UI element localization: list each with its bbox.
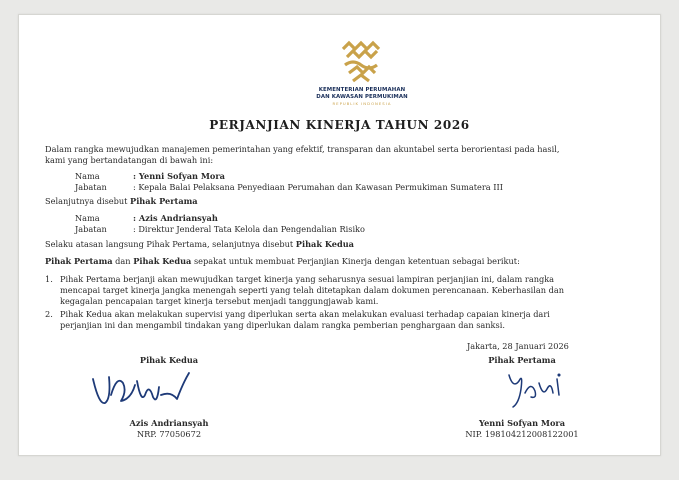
party1-ref-name: Pihak Pertama: [130, 196, 198, 206]
party2-position-label: Jabatan: [75, 224, 107, 234]
party1-position-value: : Kepala Balai Pelaksana Penyediaan Perumahan dan Kawasan Permukiman Sumatera III: [133, 182, 503, 192]
item-2-line-2: perjanjian ini dan mengambil tindakan yang diperlukan dalam rangka pemberian penghargaan dan sanksi.: [60, 320, 505, 330]
item-1-line-2: mencapai target kinerja jangka menengah seperti yang telah ditetapkan dalam dokumen perencanaan. Keberhasilan dan: [60, 285, 565, 295]
party1-name-value: : Yenni Sofyan Mora: [133, 171, 225, 181]
ministry-logo: [307, 39, 417, 106]
sign-right-nip: NIP. 198104212008122001: [465, 429, 579, 439]
item-1-line-3: kegagalan pencapaian target kinerja tersebut menjadi tanggungjawab kami.: [60, 296, 379, 306]
agreement-p1: Pihak Pertama: [45, 256, 113, 266]
ministry-emblem-icon: [339, 39, 385, 87]
sign-left-role: Pihak Kedua: [139, 355, 199, 365]
party2-ref-name: Pihak Kedua: [295, 239, 354, 249]
sign-left-nip: NRP. 77050672: [136, 429, 202, 439]
item-1-line-1: Pihak Pertama berjanji akan mewujudkan target kinerja yang seharusnya sesuai lampiran perjanjian ini, dalam rangka: [60, 274, 555, 284]
party1-position-label: Jabatan: [75, 182, 107, 192]
signature-right-icon: [503, 367, 569, 411]
logo-text-line1: KEMENTERIAN PERUMAHAN: [318, 87, 406, 93]
party2-ref-prefix: Selaku atasan langsung Pihak Pertama, selanjutnya disebut: [45, 239, 296, 249]
document-page: [18, 14, 661, 456]
intro-line-1: Dalam rangka mewujudkan manajemen pemerintahan yang efektif, transparan dan akuntabel serta berorientasi pada hasil,: [45, 144, 560, 154]
signature-left-icon: [87, 365, 197, 413]
item-2-line-1: Pihak Kedua akan melakukan supervisi yang diperlukan serta akan melakukan evaluasi terhadap capaian kinerja dari: [60, 309, 550, 319]
agreement-rest: sepakat untuk membuat Perjanjian Kinerja dengan ketentuan sebagai berikut:: [191, 256, 520, 266]
party2-name-label: Nama: [75, 213, 100, 223]
sign-left-name: Azis Andriansyah: [129, 418, 209, 428]
agreement-statement: [45, 256, 520, 267]
document-title: PERJANJIAN KINERJA TAHUN 2026: [209, 118, 470, 132]
party1-reference: [45, 196, 198, 207]
party1-name-label: Nama: [75, 171, 100, 181]
item-1-number: 1.: [45, 274, 53, 284]
party2-reference: [45, 239, 354, 250]
intro-line-2: kami yang bertandatangan di bawah ini:: [45, 155, 214, 165]
agreement-p2: Pihak Kedua: [133, 256, 192, 266]
sign-right-role: Pihak Pertama: [488, 355, 556, 365]
agreement-mid: dan: [112, 256, 134, 266]
sign-right-name: Yenni Sofyan Mora: [478, 418, 566, 428]
item-2-number: 2.: [45, 309, 53, 319]
party2-position-value: : Direktur Jenderal Tata Kelola dan Pengendalian Risiko: [133, 224, 365, 234]
party1-ref-prefix: Selanjutnya disebut: [45, 196, 131, 206]
place-date: Jakarta, 28 Januari 2026: [467, 341, 569, 351]
logo-text-line2: DAN KAWASAN PERMUKIMAN: [316, 94, 408, 100]
party2-name-value: : Azis Andriansyah: [133, 213, 218, 223]
logo-text-line3: REPUBLIK INDONESIA: [332, 101, 392, 106]
